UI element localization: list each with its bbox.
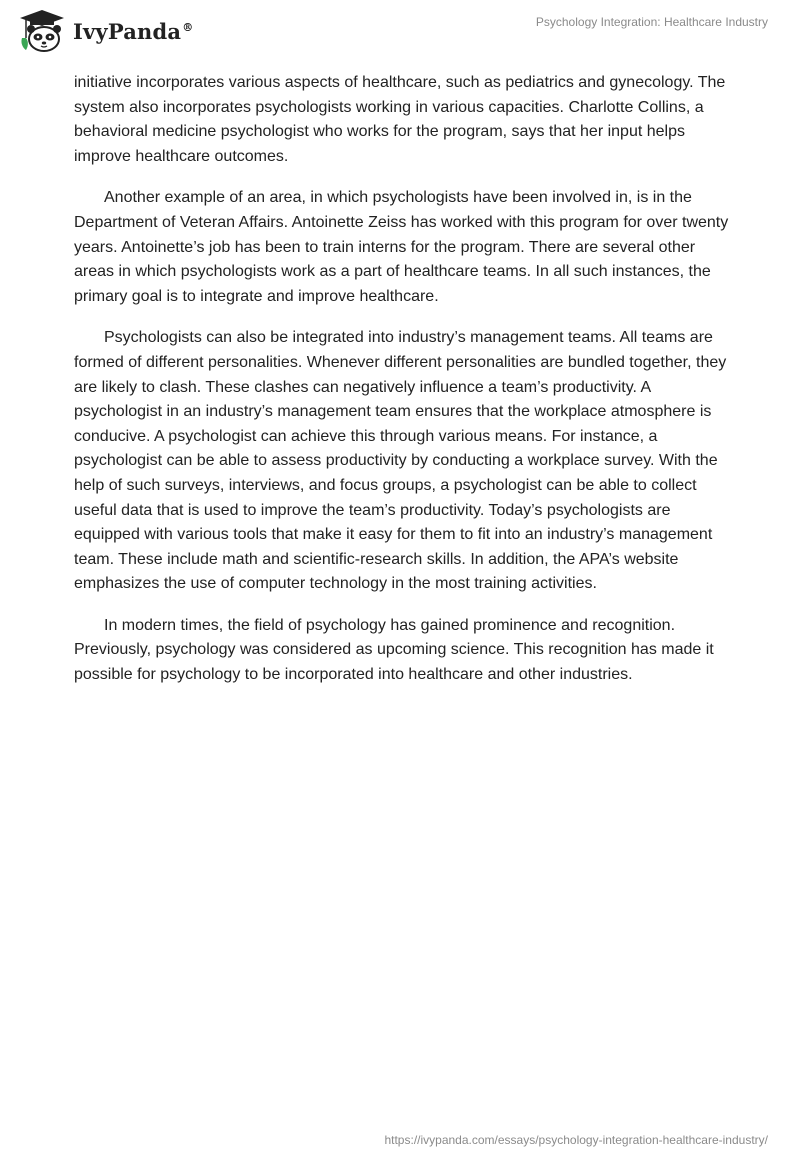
paragraph: In modern times, the field of psychology has gained prominence and recognition. Previously, psychology was considered as upcoming science. This recognition has made it possible for psychology to be incorporated into healthcare and other industries. bbox=[74, 616, 714, 684]
paragraph: Psychologists can also be integrated into industry’s management teams. All teams are formed of different personalities. Whenever different personalities are bundled together, they are likely to clash. These clashes can negatively influence a team’s productivity. A psychologist in an industry’s management team ensures that the workplace atmosphere is conducive. A psychologist can achieve this through various means. For instance, a psychologist can be able to assess productivity by conducting a workplace survey. With the help of such surveys, interviews, and focus groups, a psychologist can be able to collect useful data that is used to improve the team’s productivity. Today’s psychologists are equipped with various tools that make it easy for them to fit into an industry’s management team. These include math and scientific-research skills. In addition, the APA’s website emphasizes the use of computer technology in the most training activities. bbox=[74, 329, 727, 593]
paragraph: Another example of an area, in which psychologists have been involved in, is in the Department of Veteran Affairs. Antoinette Zeiss has worked with this program for over twenty years. Antoinette’s job has been to train interns for the program. There are several other areas in which psychologists work as a part of healthcare teams. In all such instances, the primary goal is to integrate and improve healthcare. bbox=[74, 189, 729, 305]
document-title: Psychology Integration: Healthcare Industry bbox=[535, 15, 768, 29]
paragraph: initiative incorporates various aspects of healthcare, such as pediatrics and gynecology. The system also incorporates psychologists working in various capacities. Charlotte Collins, a behavioral medicine psychologist who works for the program, says that her input helps improve healthcare outcomes. bbox=[74, 74, 726, 165]
panda-graduate-icon bbox=[14, 8, 70, 54]
brand-logo[interactable] bbox=[14, 8, 193, 54]
brand-name: IvyPanda® bbox=[73, 18, 194, 44]
page-header bbox=[0, 0, 800, 64]
essay-body bbox=[74, 71, 734, 705]
source-url-link[interactable]: https://ivypanda.com/essays/psychology-integration-healthcare-industry/ bbox=[384, 1133, 768, 1147]
